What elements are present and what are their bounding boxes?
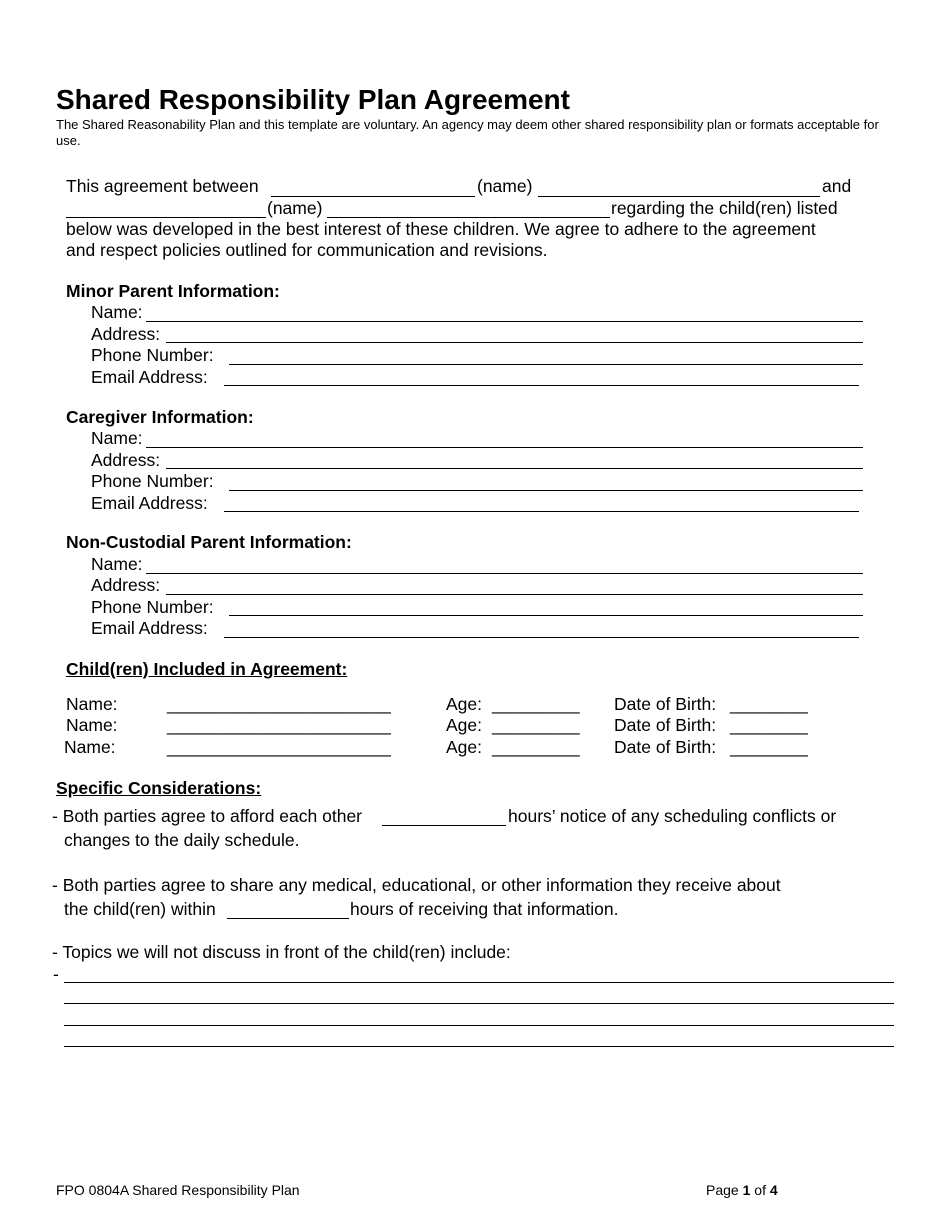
consideration-1-cont: changes to the daily schedule.: [64, 830, 300, 850]
minor-parent-name-label: Name:: [91, 302, 143, 322]
topics-dash: -: [53, 964, 59, 984]
consideration-3: - Topics we will not discuss in front of the child(ren) include:: [52, 942, 511, 962]
child-2-age-label: Age:: [446, 715, 482, 735]
notice-hours-line[interactable]: [382, 825, 506, 826]
minor-parent-name-line[interactable]: [146, 321, 863, 322]
non-custodial-email-label: Email Address:: [91, 618, 208, 638]
page-total: 4: [769, 1182, 778, 1198]
child-3-age-label: Age:: [446, 737, 482, 757]
child-1-age-field[interactable]: _________: [492, 694, 580, 714]
caregiver-email-line[interactable]: [224, 511, 859, 512]
topics-line-4[interactable]: [64, 1046, 894, 1047]
page-title: Shared Responsibility Plan Agreement: [56, 84, 570, 115]
minor-parent-heading: Minor Parent Information:: [66, 281, 280, 301]
caregiver-email-label: Email Address:: [91, 493, 208, 513]
consideration-1-end: hours’ notice of any scheduling conflicts or: [508, 806, 837, 826]
footer-page-number: [706, 1182, 778, 1198]
child-3-dob-field[interactable]: ________: [730, 737, 808, 757]
caregiver-address-line[interactable]: [166, 468, 863, 469]
child-2-dob-label: Date of Birth:: [614, 715, 717, 735]
footer-form-id: FPO 0804A Shared Responsibility Plan: [56, 1182, 300, 1198]
party2-name-line[interactable]: [538, 196, 820, 197]
child-2-dob-field[interactable]: ________: [730, 715, 808, 735]
non-custodial-heading: Non-Custodial Parent Information:: [66, 532, 352, 552]
child-1-age-label: Age:: [446, 694, 482, 714]
agreement-line-4: and respect policies outlined for communication and revisions.: [66, 240, 548, 260]
minor-parent-email-label: Email Address:: [91, 367, 208, 387]
page-current: 1: [742, 1182, 751, 1198]
caregiver-heading: Caregiver Information:: [66, 407, 254, 427]
non-custodial-email-line[interactable]: [224, 637, 859, 638]
name-label-1: (name): [477, 176, 533, 196]
child-1-dob-field[interactable]: ________: [730, 694, 808, 714]
caregiver-address-label: Address:: [91, 450, 161, 470]
minor-parent-phone-line[interactable]: [229, 364, 863, 365]
non-custodial-name-line[interactable]: [146, 573, 863, 574]
name-label-2: (name): [267, 198, 323, 218]
non-custodial-address-label: Address:: [91, 575, 161, 595]
minor-parent-address-label: Address:: [91, 324, 161, 344]
caregiver-name-line[interactable]: [146, 447, 863, 448]
child-1-dob-label: Date of Birth:: [614, 694, 717, 714]
party4-name-line[interactable]: [327, 217, 610, 218]
child-2-age-field[interactable]: _________: [492, 715, 580, 735]
non-custodial-name-label: Name:: [91, 554, 143, 574]
child-2-name-field[interactable]: _______________________: [167, 715, 391, 735]
topics-line-2[interactable]: [64, 1003, 894, 1004]
children-heading: Child(ren) Included in Agreement:: [66, 659, 348, 679]
non-custodial-address-line[interactable]: [166, 594, 863, 595]
share-hours-line[interactable]: [227, 918, 349, 919]
page-of: of: [754, 1182, 766, 1198]
child-3-age-field[interactable]: _________: [492, 737, 580, 757]
minor-parent-address-line[interactable]: [166, 342, 863, 343]
agreement-between-text: This agreement between: [66, 176, 259, 196]
and-text: and: [822, 176, 852, 196]
caregiver-phone-line[interactable]: [229, 490, 863, 491]
agreement-line-3: below was developed in the best interest of these children. We agree to adhere to the agreement: [66, 219, 816, 239]
consideration-2-end: hours of receiving that information.: [350, 899, 619, 919]
non-custodial-phone-label: Phone Number:: [91, 597, 214, 617]
minor-parent-email-line[interactable]: [224, 385, 859, 386]
page-prefix: Page: [706, 1182, 739, 1198]
consideration-2-cont: the child(ren) within: [64, 899, 216, 919]
considerations-heading: Specific Considerations:: [56, 778, 262, 798]
caregiver-name-label: Name:: [91, 428, 143, 448]
child-2-name-label: Name:: [66, 715, 118, 735]
non-custodial-phone-line[interactable]: [229, 615, 863, 616]
topics-line-1[interactable]: [64, 982, 894, 983]
consideration-2-start: - Both parties agree to share any medical, educational, or other information they receive about: [52, 875, 781, 895]
party1-name-line[interactable]: [271, 196, 475, 197]
child-3-name-label: Name:: [64, 737, 116, 757]
caregiver-phone-label: Phone Number:: [91, 471, 214, 491]
consideration-1-start: - Both parties agree to afford each other: [52, 806, 363, 826]
child-3-name-field[interactable]: _______________________: [167, 737, 391, 757]
minor-parent-phone-label: Phone Number:: [91, 345, 214, 365]
child-1-name-label: Name:: [66, 694, 118, 714]
child-1-name-field[interactable]: _______________________: [167, 694, 391, 714]
party3-name-line[interactable]: [66, 217, 266, 218]
child-3-dob-label: Date of Birth:: [614, 737, 717, 757]
page-subtitle: The Shared Reasonability Plan and this template are voluntary. An agency may deem other shared responsibility plan or formats acceptable for use.: [56, 117, 879, 148]
regarding-text: regarding the child(ren) listed: [611, 198, 838, 218]
topics-line-3[interactable]: [64, 1025, 894, 1026]
